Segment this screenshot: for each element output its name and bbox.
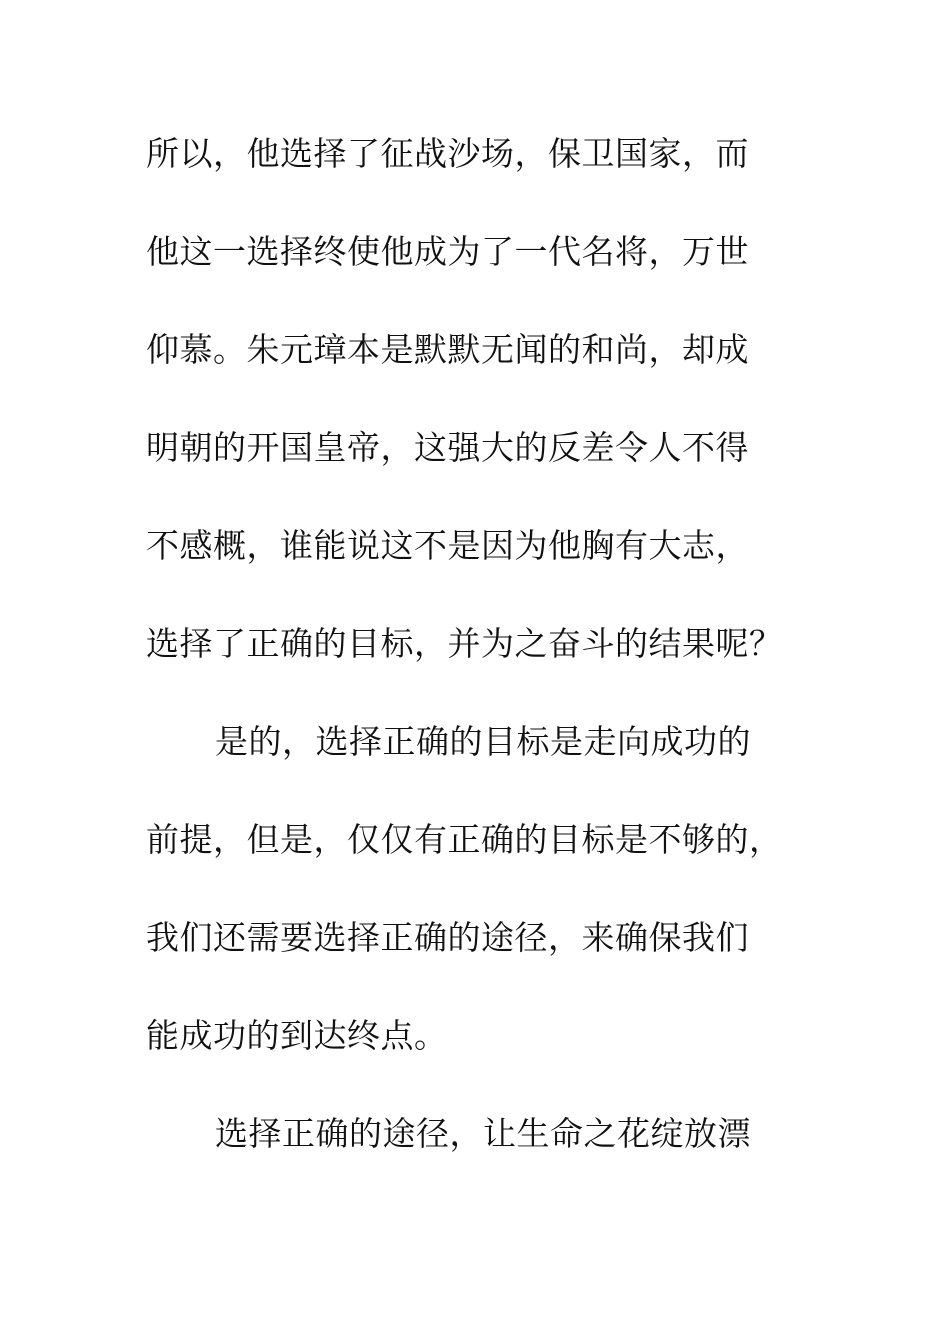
text-line: 明朝的开国皇帝，这强大的反差令人不得 [146,428,749,467]
text-line: 不感概，谁能说这不是因为他胸有大志， [146,526,749,565]
text-line: 仰慕。朱元璋本是默默无闻的和尚，却成 [146,330,749,369]
text-line: 他这一选择终使他成为了一代名将，万世 [146,232,749,271]
text-line: 我们还需要选择正确的途径，来确保我们 [146,918,749,957]
paragraph-start-line: 是的，选择正确的目标是走向成功的 [215,722,751,761]
text-line: 能成功的到达终点。 [146,1016,448,1055]
text-line: 所以，他选择了征战沙场，保卫国家，而 [146,134,749,173]
text-line: 选择了正确的目标，并为之奋斗的结果呢？ [146,624,783,663]
text-line: 前提，但是，仅仅有正确的目标是不够的， [146,820,783,859]
body-text [146,124,796,1202]
paragraph-start-line: 选择正确的途径，让生命之花绽放漂 [215,1114,751,1153]
